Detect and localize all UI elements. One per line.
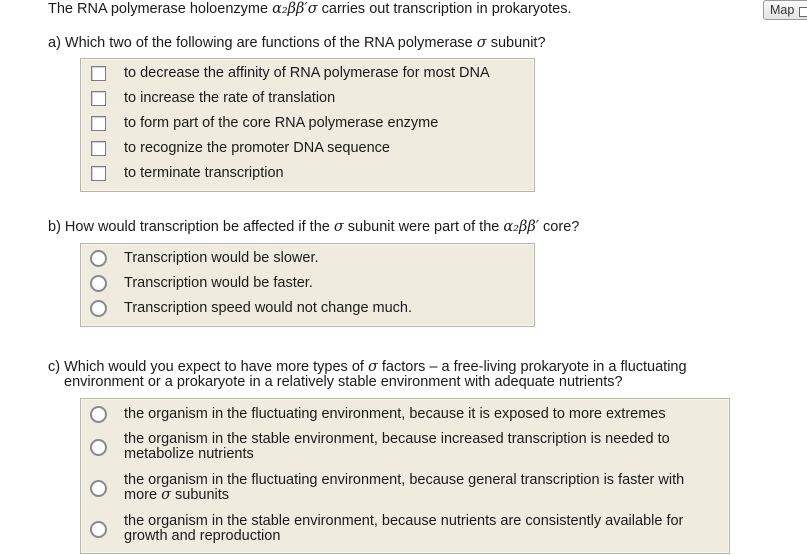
option-c1-label: the organism in the fluctuating environment, because it is exposed to more extremes [124, 406, 666, 422]
core-formula: α₂ββ′ [503, 219, 540, 235]
intro-text: The RNA polymerase holoenzyme α₂ββ′σ carries out transcription in prokaryotes. [48, 1, 572, 17]
map-button-label: Map [770, 3, 795, 17]
option-b1-radio[interactable] [90, 250, 107, 267]
holoenzyme-formula: α₂ββ′σ [272, 1, 318, 17]
option-c1-radio[interactable] [90, 406, 107, 423]
option-a2-checkbox[interactable] [91, 91, 106, 106]
option-b3-radio[interactable] [90, 300, 107, 317]
question-c-prompt-line2: environment or a prokaryote in a relatively stable environment with adequate nutrients? [64, 374, 623, 390]
question-a-prompt: a) Which two of the following are functions of the RNA polymerase σ subunit? [48, 35, 546, 51]
option-b2-label: Transcription would be faster. [124, 275, 313, 291]
question-c-prompt-line1: c) Which would you expect to have more types of σ factors – a free-living prokaryote in a fluctuating [48, 359, 687, 375]
option-a5-checkbox[interactable] [91, 166, 106, 181]
option-a1-checkbox[interactable] [91, 66, 106, 81]
option-a4-checkbox[interactable] [91, 141, 106, 156]
option-c2-label-line1: the organism in the stable environment, because increased transcription is needed to [124, 431, 670, 447]
option-c4-radio[interactable] [90, 521, 107, 538]
option-a2-label: to increase the rate of translation [124, 90, 336, 106]
option-a3-checkbox[interactable] [91, 116, 106, 131]
option-a3-label: to form part of the core RNA polymerase enzyme [124, 115, 439, 131]
option-c2-label-line2: metabolize nutrients [124, 446, 254, 462]
option-a5-label: to terminate transcription [124, 165, 284, 181]
option-b3-label: Transcription speed would not change much. [124, 300, 413, 316]
option-a1-label: to decrease the affinity of RNA polymerase for most DNA [124, 65, 490, 81]
option-a4-label: to recognize the promoter DNA sequence [124, 140, 390, 156]
option-c4-label-line1: the organism in the stable environment, because nutrients are consistently available for [124, 513, 684, 529]
option-b1-label: Transcription would be slower. [124, 250, 319, 266]
map-button[interactable] [763, 0, 807, 20]
option-c3-label-line1: the organism in the fluctuating environment, because general transcription is faster with [124, 472, 685, 488]
option-c2-radio[interactable] [90, 439, 107, 456]
option-c3-label-line2: more σ subunits [124, 487, 230, 503]
external-link-icon [799, 7, 807, 17]
option-c3-radio[interactable] [90, 480, 107, 497]
option-c4-label-line2: growth and reproduction [124, 528, 281, 544]
option-b2-radio[interactable] [90, 275, 107, 292]
question-b-prompt: b) How would transcription be affected if the σ subunit were part of the α₂ββ′ core? [48, 219, 580, 235]
